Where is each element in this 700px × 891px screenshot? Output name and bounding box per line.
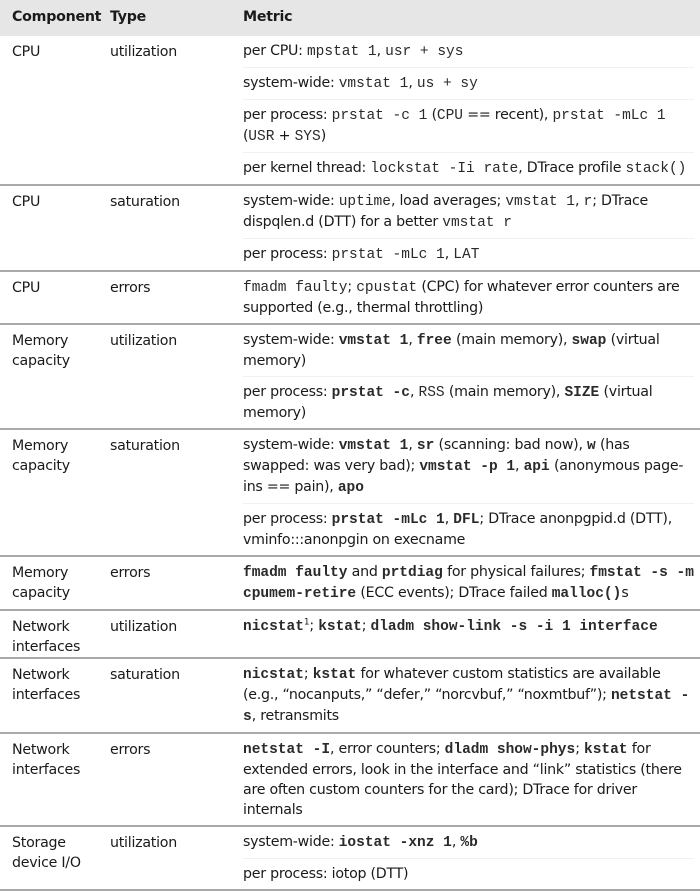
command-text: sr bbox=[416, 438, 435, 454]
metric-text: ) bbox=[320, 128, 326, 144]
command-text: SIZE bbox=[564, 385, 600, 401]
command-text: RSS bbox=[418, 385, 445, 401]
component-cell: CPU bbox=[0, 36, 110, 185]
metric-text: per CPU: bbox=[243, 43, 307, 59]
command-text: netstat -s bbox=[243, 688, 690, 725]
type-cell: utilization bbox=[110, 36, 243, 185]
command-text: prstat -mLc 1 bbox=[552, 108, 666, 124]
metric-cell bbox=[243, 826, 700, 890]
command-text: dladm show-phys bbox=[444, 742, 576, 758]
metric-entry bbox=[243, 99, 694, 152]
metric-text: (has swapped: was very bad); bbox=[243, 437, 630, 474]
metric-entry bbox=[243, 827, 694, 858]
command-text: kstat bbox=[312, 667, 357, 683]
metric-cell bbox=[243, 556, 700, 610]
metric-text: ( bbox=[427, 107, 437, 123]
metric-text: , bbox=[408, 75, 417, 91]
metric-text: , bbox=[376, 43, 386, 59]
header-row bbox=[0, 0, 700, 36]
header-type: Type bbox=[110, 0, 243, 36]
metric-text: for extended errors, look in the interface and “link” statistics (there are often custom counters for the card); DTrace for driver internals bbox=[243, 741, 682, 818]
command-text: prstat -c bbox=[331, 385, 410, 401]
type-cell: errors bbox=[110, 556, 243, 610]
type-cell: utilization bbox=[110, 826, 243, 890]
metric-text: ( bbox=[243, 128, 249, 144]
metric-text: (ECC events); DTrace failed bbox=[356, 585, 552, 601]
metric-text: ; DTrace dispqlen.d (DTT) for a better bbox=[243, 193, 649, 230]
metric-text: ; bbox=[361, 618, 371, 634]
command-text: vmstat 1 bbox=[338, 76, 409, 92]
metric-text: , retransmits bbox=[251, 708, 339, 724]
metric-text: system-wide: bbox=[243, 834, 339, 850]
command-text: cpustat bbox=[356, 280, 418, 296]
metric-text: + bbox=[274, 128, 295, 144]
metric-text: for whatever custom statistics are available (e.g., “nocanputs,” “defer,” “norcvbuf,” “noxmtbuf”); bbox=[243, 666, 661, 703]
metric-text: , bbox=[444, 246, 454, 262]
metric-text: , bbox=[451, 834, 461, 850]
metric-entry bbox=[243, 152, 694, 184]
component-cell: Memory capacity bbox=[0, 324, 110, 429]
command-text: CPU bbox=[436, 108, 464, 124]
metric-text: ; DTrace anonpgpid.d (DTT), vminfo:::anonpgin on execname bbox=[243, 511, 672, 548]
metric-text: (main memory), bbox=[451, 332, 572, 348]
metric-cell bbox=[243, 185, 700, 271]
metric-cell bbox=[243, 324, 700, 429]
command-text: prstat -mLc 1 bbox=[331, 247, 445, 263]
metric-text: system-wide: bbox=[243, 193, 339, 209]
command-text: vmstat r bbox=[442, 215, 512, 231]
table-row bbox=[0, 826, 700, 890]
command-text: vmstat 1 bbox=[505, 194, 575, 210]
metric-text: (anonymous page-ins == pain), bbox=[243, 458, 684, 495]
metric-entry bbox=[243, 503, 694, 555]
metric-text: ; bbox=[309, 618, 319, 634]
command-text: prstat -c 1 bbox=[331, 108, 428, 124]
metric-cell bbox=[243, 429, 700, 556]
command-text: stack() bbox=[625, 161, 687, 177]
metric-text: system-wide: bbox=[243, 332, 339, 348]
metric-text: ; bbox=[347, 279, 357, 295]
command-text: mpstat 1 bbox=[306, 44, 377, 60]
command-text: swap bbox=[571, 333, 607, 349]
command-text: w bbox=[587, 438, 596, 454]
type-cell: errors bbox=[110, 271, 243, 324]
component-cell: CPU bbox=[0, 271, 110, 324]
metric-entry bbox=[243, 325, 694, 376]
metric-entry bbox=[243, 557, 694, 609]
component-cell: CPU bbox=[0, 185, 110, 271]
table-row bbox=[0, 733, 700, 826]
metric-cell bbox=[243, 610, 700, 658]
footnote-marker: 1 bbox=[303, 617, 310, 628]
command-text: uptime bbox=[338, 194, 391, 210]
table-header bbox=[0, 0, 700, 36]
metric-cell bbox=[243, 733, 700, 826]
metric-entry bbox=[243, 238, 694, 270]
metric-text: system-wide: bbox=[243, 75, 339, 91]
metric-text: , bbox=[408, 437, 417, 453]
command-text: api bbox=[523, 459, 550, 475]
table-row bbox=[0, 36, 700, 185]
command-text: us + sy bbox=[416, 76, 478, 92]
command-text: nicstat bbox=[243, 667, 304, 683]
metric-text: per process: bbox=[243, 384, 332, 400]
metric-text: per process: iotop (DTT) bbox=[243, 866, 409, 882]
command-text: kstat bbox=[318, 619, 362, 635]
command-text: iostat -xnz 1 bbox=[338, 835, 452, 851]
command-text: kstat bbox=[584, 742, 628, 758]
metric-text: per process: bbox=[243, 246, 332, 262]
type-cell: saturation bbox=[110, 658, 243, 733]
command-text: vmstat 1 bbox=[338, 438, 409, 454]
command-text: vmstat 1 bbox=[338, 333, 409, 349]
command-text: lockstat -Ii rate bbox=[370, 161, 519, 177]
component-cell: Network interfaces bbox=[0, 610, 110, 658]
metric-entry bbox=[243, 67, 694, 99]
command-text: LAT bbox=[453, 247, 480, 263]
metric-text: , load averages; bbox=[390, 193, 506, 209]
command-text: r bbox=[583, 194, 593, 210]
command-text: fmadm faulty bbox=[243, 565, 348, 581]
metric-text: ; bbox=[303, 666, 313, 682]
component-cell: Memory capacity bbox=[0, 429, 110, 556]
command-text: DFL bbox=[453, 512, 480, 528]
metric-text: s bbox=[621, 585, 629, 601]
metric-text: and bbox=[347, 564, 382, 580]
command-text: SYS bbox=[294, 129, 321, 145]
type-cell: saturation bbox=[110, 185, 243, 271]
metric-text: , bbox=[515, 458, 524, 474]
command-text: usr + sys bbox=[385, 44, 464, 60]
metric-text: (CPC) for whatever error counters are supported (e.g., thermal throttling) bbox=[243, 279, 680, 316]
table-row bbox=[0, 324, 700, 429]
command-text: prtdiag bbox=[381, 565, 443, 581]
metric-text: , bbox=[409, 384, 419, 400]
metric-text: (main memory), bbox=[444, 384, 565, 400]
metric-entry bbox=[243, 858, 694, 889]
metric-entry bbox=[243, 36, 694, 67]
metric-text: , bbox=[444, 511, 454, 527]
metric-text: , bbox=[574, 193, 584, 209]
command-text: vmstat -p 1 bbox=[419, 459, 516, 475]
component-cell: Network interfaces bbox=[0, 733, 110, 826]
metric-cell bbox=[243, 271, 700, 324]
metric-entry bbox=[243, 659, 694, 732]
metric-entry bbox=[243, 611, 694, 642]
command-text: dladm show-link -s -i 1 interface bbox=[370, 619, 658, 635]
command-text: prstat -mLc 1 bbox=[331, 512, 445, 528]
type-cell: saturation bbox=[110, 429, 243, 556]
metric-entry bbox=[243, 272, 694, 323]
component-cell: Storage device I/O bbox=[0, 826, 110, 890]
command-text: malloc() bbox=[551, 586, 622, 602]
command-text: nicstat bbox=[243, 619, 304, 635]
metric-text: per process: bbox=[243, 107, 332, 123]
header-metric: Metric bbox=[243, 0, 700, 36]
table-row bbox=[0, 658, 700, 733]
metric-text: , DTrace profile bbox=[518, 160, 626, 176]
command-text: %b bbox=[460, 835, 478, 851]
metric-text: for physical failures; bbox=[442, 564, 590, 580]
table-row bbox=[0, 556, 700, 610]
component-cell: Memory capacity bbox=[0, 556, 110, 610]
table-row bbox=[0, 610, 700, 658]
metric-entry bbox=[243, 186, 694, 238]
header-component: Component bbox=[0, 0, 110, 36]
metric-cell bbox=[243, 36, 700, 185]
command-text: USR bbox=[248, 129, 275, 145]
table-row bbox=[0, 185, 700, 271]
type-cell: utilization bbox=[110, 610, 243, 658]
table-row bbox=[0, 271, 700, 324]
command-text: apo bbox=[337, 480, 364, 496]
command-text: free bbox=[416, 333, 452, 349]
metric-text: system-wide: bbox=[243, 437, 339, 453]
metric-entry bbox=[243, 430, 694, 503]
component-cell: Network interfaces bbox=[0, 658, 110, 733]
metric-text: per process: bbox=[243, 511, 332, 527]
metric-entry bbox=[243, 376, 694, 428]
metric-text: (scanning: bad now), bbox=[434, 437, 587, 453]
type-cell: utilization bbox=[110, 324, 243, 429]
metric-text: per kernel thread: bbox=[243, 160, 371, 176]
table-body bbox=[0, 36, 700, 890]
metric-text: , bbox=[408, 332, 417, 348]
metric-text: , error counters; bbox=[330, 741, 445, 757]
type-cell: errors bbox=[110, 733, 243, 826]
metric-text: == recent), bbox=[463, 107, 553, 123]
metric-entry bbox=[243, 734, 694, 825]
table-row bbox=[0, 429, 700, 556]
command-text: fmstat -s -m cpumem-retire bbox=[243, 565, 694, 602]
metric-text: ; bbox=[575, 741, 584, 757]
metric-cell bbox=[243, 658, 700, 733]
command-text: netstat -I bbox=[243, 742, 331, 758]
metric-text: (virtual memory) bbox=[243, 332, 660, 369]
metric-text: (virtual memory) bbox=[243, 384, 653, 421]
command-text: fmadm faulty bbox=[243, 280, 348, 296]
